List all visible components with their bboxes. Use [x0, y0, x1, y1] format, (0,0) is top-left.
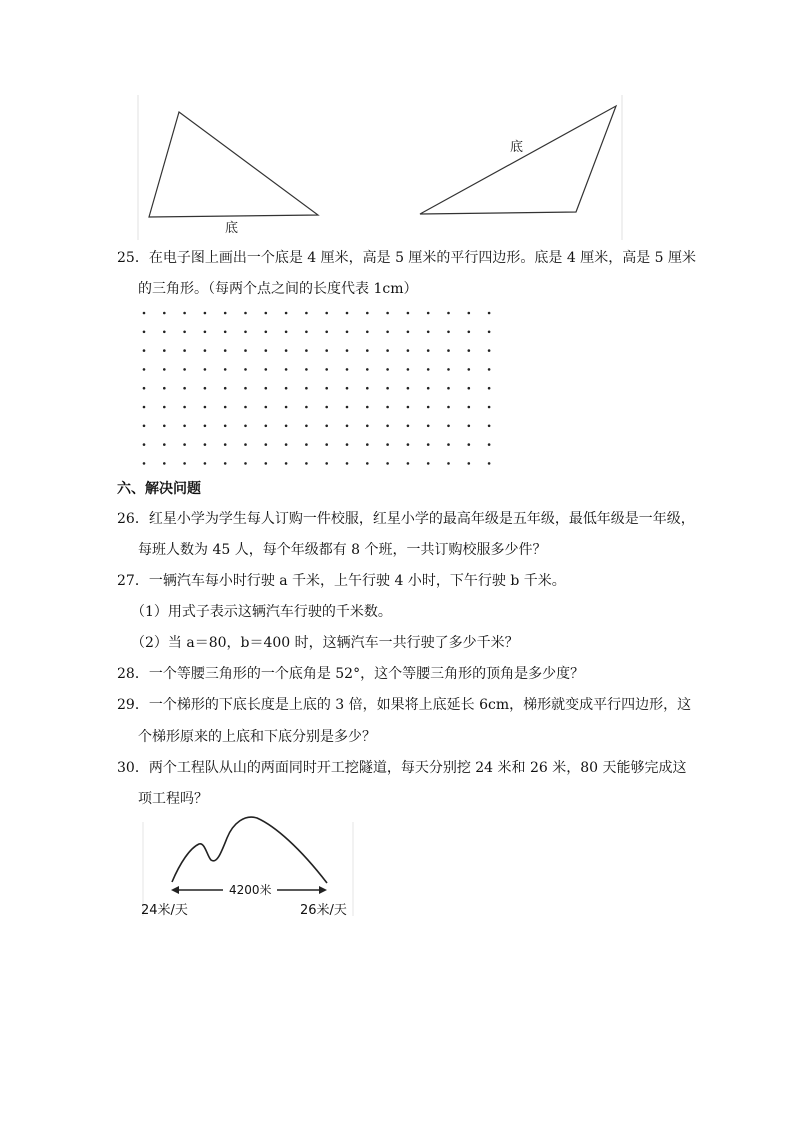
grid-dot — [468, 443, 471, 446]
grid-dot — [265, 387, 268, 390]
grid-dot — [325, 406, 328, 409]
grid-dot — [204, 406, 207, 409]
grid-dot — [244, 387, 247, 390]
grid-dot — [204, 387, 207, 390]
distance-label: 4200米 — [229, 883, 272, 897]
grid-dot — [386, 368, 389, 371]
grid-dot — [468, 331, 471, 334]
grid-dot — [143, 387, 146, 390]
grid-dot — [224, 349, 227, 352]
grid-dot — [305, 349, 308, 352]
grid-dot — [427, 312, 430, 315]
grid-dot — [447, 349, 450, 352]
grid-dot — [244, 368, 247, 371]
grid-dot — [346, 443, 349, 446]
grid-dot — [488, 462, 491, 465]
grid-dot — [305, 406, 308, 409]
grid-dot — [346, 425, 349, 428]
grid-dot — [325, 368, 328, 371]
grid-dot — [366, 312, 369, 315]
grid-dot — [163, 387, 166, 390]
mountain-tunnel-figure — [135, 808, 360, 923]
grid-dot — [488, 425, 491, 428]
grid-dot — [183, 443, 186, 446]
grid-dot — [204, 368, 207, 371]
grid-dot — [325, 312, 328, 315]
grid-dot — [143, 331, 146, 334]
grid-dot — [224, 312, 227, 315]
grid-dot — [386, 331, 389, 334]
grid-dot — [447, 331, 450, 334]
grid-dot — [488, 387, 491, 390]
grid-dot — [447, 462, 450, 465]
grid-dot — [427, 349, 430, 352]
grid-dot — [386, 349, 389, 352]
grid-dot — [468, 387, 471, 390]
grid-dot — [285, 387, 288, 390]
grid-dot — [386, 312, 389, 315]
grid-dot — [407, 387, 410, 390]
question-29-line2: 个梯形原来的上底和下底分别是多少？ — [138, 729, 376, 745]
left-rate-label: 24米/天 — [141, 903, 188, 918]
grid-dot — [224, 331, 227, 334]
grid-dot — [468, 312, 471, 315]
grid-dot — [163, 443, 166, 446]
grid-dot — [265, 349, 268, 352]
grid-dot — [305, 368, 308, 371]
grid-dot — [366, 443, 369, 446]
grid-dot — [468, 406, 471, 409]
grid-dot — [366, 368, 369, 371]
question-30-line1: 30．两个工程队从山的两面同时开工挖隧道，每天分别挖 24 米和 26 米，80 天能够完成这 — [117, 760, 687, 776]
grid-dot — [346, 406, 349, 409]
grid-dot — [346, 312, 349, 315]
grid-dot — [163, 462, 166, 465]
grid-dot — [468, 349, 471, 352]
grid-dot — [143, 443, 146, 446]
grid-dot — [488, 331, 491, 334]
grid-dot — [346, 387, 349, 390]
grid-dot — [285, 312, 288, 315]
grid-dot — [183, 406, 186, 409]
grid-dot — [285, 368, 288, 371]
grid-dot — [265, 443, 268, 446]
grid-dot — [183, 331, 186, 334]
grid-dot — [224, 406, 227, 409]
grid-dot — [346, 349, 349, 352]
question-27-sub2: （2）当 a＝80，b＝400 时，这辆汽车一共行驶了多少千米？ — [131, 635, 519, 651]
grid-dot — [183, 425, 186, 428]
dot-grid[interactable] — [135, 305, 505, 470]
right-rate-label: 26米/天 — [300, 903, 347, 918]
mountain-outline — [172, 817, 327, 883]
triangle-left — [149, 112, 318, 217]
grid-dot — [325, 443, 328, 446]
grid-dot — [447, 425, 450, 428]
grid-dot — [305, 312, 308, 315]
grid-dot — [183, 312, 186, 315]
question-28-line1: 28．一个等腰三角形的一个底角是 52°，这个等腰三角形的顶角是多少度？ — [117, 666, 585, 682]
grid-dot — [244, 349, 247, 352]
question-25-line2: 的三角形。（每两个点之间的长度代表 1cm） — [138, 281, 418, 297]
grid-dot — [325, 331, 328, 334]
triangles-figure — [135, 95, 630, 240]
question-27-sub1: （1）用式子表示这辆汽车行驶的千米数。 — [131, 604, 392, 620]
grid-dot — [224, 387, 227, 390]
grid-dot — [468, 462, 471, 465]
grid-dot — [488, 349, 491, 352]
grid-dot — [427, 462, 430, 465]
grid-dot — [468, 425, 471, 428]
grid-dot — [427, 406, 430, 409]
grid-dot — [325, 387, 328, 390]
question-27-line1: 27．一辆汽车每小时行驶 a 千米，上午行驶 4 小时，下午行驶 b 千米。 — [117, 573, 566, 589]
grid-dot — [427, 443, 430, 446]
grid-dot — [346, 368, 349, 371]
grid-dot — [163, 312, 166, 315]
grid-dot — [285, 349, 288, 352]
grid-dot — [447, 312, 450, 315]
grid-dot — [366, 425, 369, 428]
grid-dot — [366, 331, 369, 334]
grid-dot — [386, 462, 389, 465]
question-26-line1: 26．红星小学为学生每人订购一件校服，红星小学的最高年级是五年级，最低年级是一年级， — [117, 511, 695, 527]
question-26-line2: 每班人数为 45 人，每个年级都有 8 个班，一共订购校服多少件？ — [138, 542, 547, 558]
grid-dot — [488, 368, 491, 371]
grid-dot — [447, 406, 450, 409]
grid-dot — [244, 425, 247, 428]
grid-dot — [183, 349, 186, 352]
grid-dot — [346, 331, 349, 334]
grid-dot — [305, 443, 308, 446]
grid-dot — [143, 462, 146, 465]
grid-dot — [386, 387, 389, 390]
grid-dot — [244, 331, 247, 334]
grid-dot — [224, 462, 227, 465]
grid-dot — [407, 312, 410, 315]
grid-dot — [285, 462, 288, 465]
grid-dot — [427, 425, 430, 428]
grid-dot — [224, 443, 227, 446]
triangle-right-base-label: 底 — [510, 140, 524, 155]
grid-dot — [427, 368, 430, 371]
grid-dot — [386, 406, 389, 409]
grid-dot — [143, 349, 146, 352]
grid-dot — [468, 368, 471, 371]
grid-dot — [325, 462, 328, 465]
grid-dot — [204, 443, 207, 446]
grid-dot — [265, 312, 268, 315]
grid-dot — [204, 462, 207, 465]
grid-dot — [407, 331, 410, 334]
grid-dot — [204, 331, 207, 334]
grid-dot — [407, 406, 410, 409]
grid-dot — [204, 349, 207, 352]
grid-dot — [224, 425, 227, 428]
grid-dot — [366, 349, 369, 352]
grid-dot — [447, 443, 450, 446]
grid-dot — [224, 368, 227, 371]
grid-dot — [325, 349, 328, 352]
grid-dot — [143, 406, 146, 409]
grid-dot — [265, 425, 268, 428]
grid-dot — [265, 462, 268, 465]
distance-arrow-left-head — [171, 886, 179, 894]
section-6-title: 六、解决问题 — [117, 481, 201, 497]
grid-dot — [407, 443, 410, 446]
grid-dot — [488, 406, 491, 409]
grid-dot — [366, 406, 369, 409]
grid-dot — [204, 425, 207, 428]
grid-dot — [488, 312, 491, 315]
grid-dot — [244, 406, 247, 409]
question-29-line1: 29．一个梯形的下底长度是上底的 3 倍，如果将上底延长 6cm，梯形就变成平行四边形，这 — [117, 697, 692, 713]
grid-dot — [386, 425, 389, 428]
grid-dot — [143, 425, 146, 428]
grid-dot — [244, 443, 247, 446]
grid-dot — [244, 462, 247, 465]
triangle-left-base-label: 底 — [225, 221, 239, 236]
grid-dot — [427, 387, 430, 390]
grid-dot — [305, 425, 308, 428]
grid-dot — [183, 368, 186, 371]
question-30-line2: 项工程吗？ — [138, 791, 208, 807]
grid-dot — [447, 368, 450, 371]
grid-dot — [285, 331, 288, 334]
grid-dot — [163, 406, 166, 409]
grid-dot — [407, 462, 410, 465]
grid-dot — [265, 368, 268, 371]
question-25-line1: 25．在电子图上画出一个底是 4 厘米，高是 5 厘米的平行四边形。底是 4 厘米，高是 5 厘米 — [117, 250, 697, 266]
grid-dot — [183, 462, 186, 465]
grid-dot — [305, 387, 308, 390]
grid-dot — [305, 331, 308, 334]
grid-dot — [407, 368, 410, 371]
grid-dot — [427, 331, 430, 334]
grid-dot — [183, 387, 186, 390]
grid-dot — [285, 443, 288, 446]
grid-dot — [265, 331, 268, 334]
grid-dot — [407, 425, 410, 428]
grid-dot — [305, 462, 308, 465]
grid-dot — [143, 368, 146, 371]
grid-dot — [265, 406, 268, 409]
grid-dot — [285, 406, 288, 409]
grid-dot — [163, 368, 166, 371]
triangle-right — [420, 106, 616, 214]
grid-dot — [163, 331, 166, 334]
grid-dot — [447, 387, 450, 390]
grid-dot — [407, 349, 410, 352]
grid-dot — [244, 312, 247, 315]
grid-dot — [285, 425, 288, 428]
grid-dot — [204, 312, 207, 315]
grid-dot — [163, 349, 166, 352]
grid-dot — [346, 462, 349, 465]
grid-dot — [143, 312, 146, 315]
grid-dot — [325, 425, 328, 428]
grid-dot — [366, 387, 369, 390]
distance-arrow-right-head — [319, 886, 327, 894]
grid-dot — [488, 443, 491, 446]
grid-dot — [366, 462, 369, 465]
grid-dot — [163, 425, 166, 428]
grid-dot — [386, 443, 389, 446]
